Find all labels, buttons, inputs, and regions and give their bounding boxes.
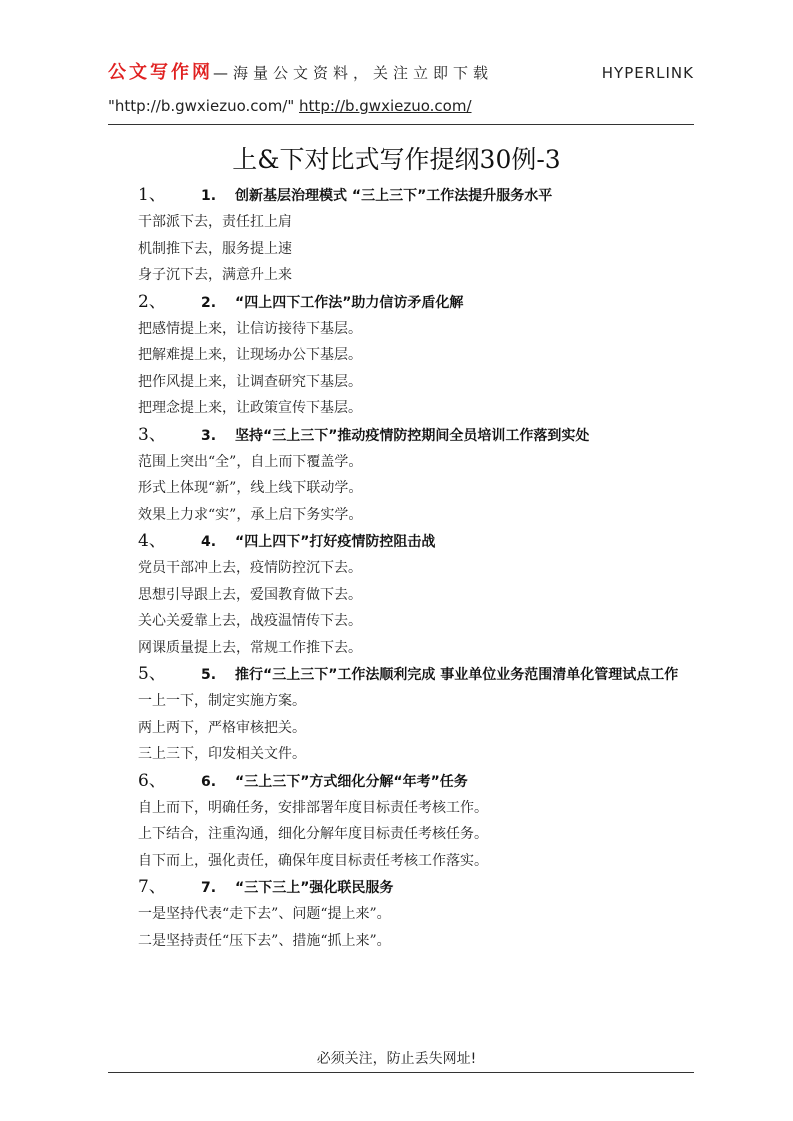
section-heading-text: “三上三下”方式细化分解“年考”任务 xyxy=(235,773,468,790)
section-line: 二是坚持责任“压下去”、措施“抓上来”。 xyxy=(138,932,391,949)
website-link[interactable]: http://b.gwxiezuo.com/ xyxy=(299,97,472,115)
section-number: 1. xyxy=(201,188,217,204)
section-marker: 4、 xyxy=(138,531,166,551)
section-heading-text: “四上四下”打好疫情防控阻击战 xyxy=(235,534,436,550)
section-heading-text: “三下三上”强化联民服务 xyxy=(235,880,394,896)
section-line: 身子沉下去，满意升上来 xyxy=(138,267,292,283)
header-line-2 xyxy=(108,97,694,115)
hyperlink-label: HYPERLINK xyxy=(601,64,694,82)
section-line: 三上三下，印发相关文件。 xyxy=(138,746,306,762)
section-marker: 2、 xyxy=(138,291,166,312)
section-line: 党员干部冲上去，疫情防控沉下去。 xyxy=(138,560,362,576)
section-marker: 7、 xyxy=(138,877,166,897)
section-number: 6. xyxy=(201,773,217,790)
section-number: 7. xyxy=(201,880,217,896)
section-heading xyxy=(108,182,698,209)
section-heading-text: 创新基层治理模式 “三上三下”工作法提升服务水平 xyxy=(235,188,553,204)
section-number: 5. xyxy=(201,667,217,683)
section-line: 关心关爱靠上去，战疫温情传下去。 xyxy=(138,613,362,629)
section-line: 思想引导跟上去，爱国教育做下去。 xyxy=(138,586,362,603)
section-line: 形式上体现“新”，线上线下联动学。 xyxy=(138,480,363,496)
header-line-1 xyxy=(108,58,694,84)
section-heading xyxy=(108,528,698,555)
section-number: 2. xyxy=(201,294,217,311)
section-line: 效果上力求“实”，承上启下务实学。 xyxy=(138,506,363,523)
section-heading xyxy=(108,661,698,688)
section-heading-text: 坚持“三上三下”推动疫情防控期间全员培训工作落到实处 xyxy=(235,427,590,444)
header-divider xyxy=(108,124,694,125)
page-header xyxy=(108,58,694,115)
section-line: 网课质量提上去，常规工作推下去。 xyxy=(138,639,362,656)
link-field-code: "http://b.gwxiezuo.com/" xyxy=(108,97,295,115)
section-line: 上下结合，注重沟通，细化分解年度目标责任考核任务。 xyxy=(138,826,488,842)
section-heading xyxy=(108,768,698,795)
footer-notice: 必须关注，防止丢失网址! xyxy=(316,1051,477,1067)
document-title: 上&下对比式写作提纲30例-3 xyxy=(232,145,561,174)
section-number: 3. xyxy=(201,427,217,444)
section-line: 把感情提上来，让信访接待下基层。 xyxy=(138,320,362,337)
section-line: 机制推下去，服务提上速 xyxy=(138,240,292,257)
section-marker: 3、 xyxy=(138,424,166,445)
section-number: 4. xyxy=(201,534,217,550)
section-line: 自上而下，明确任务，安排部署年度目标责任考核工作。 xyxy=(138,799,488,816)
section-heading-text: “四上四下工作法”助力信访矛盾化解 xyxy=(235,294,464,311)
document-body xyxy=(108,182,698,954)
section-line: 两上两下，严格审核把关。 xyxy=(138,719,306,736)
section-heading xyxy=(108,422,698,449)
section-line: 自下而上，强化责任，确保年度目标责任考核工作落实。 xyxy=(138,852,488,869)
footer-divider xyxy=(108,1072,694,1073)
section-line: 范围上突出“全”，自上而下覆盖学。 xyxy=(138,453,363,470)
section-line: 一上一下，制定实施方案。 xyxy=(138,693,306,709)
header-tagline: —海量公文资料，关注立即下载 xyxy=(213,64,494,82)
brand-name[interactable]: 公文写作网 xyxy=(108,62,213,83)
section-line: 一是坚持代表“走下去”、问题“提上来”。 xyxy=(138,906,391,922)
section-marker: 6、 xyxy=(138,770,166,791)
section-line: 把解难提上来，让现场办公下基层。 xyxy=(138,347,362,363)
section-heading-text: 推行“三上三下”工作法顺利完成 事业单位业务范围清单化管理试点工作 xyxy=(235,667,679,683)
section-line: 干部派下去，责任扛上肩 xyxy=(138,214,292,230)
section-heading xyxy=(108,289,698,316)
section-line: 把作风提上来，让调查研究下基层。 xyxy=(138,373,362,390)
section-marker: 1、 xyxy=(138,185,166,205)
section-line: 把理念提上来，让政策宣传下基层。 xyxy=(138,400,362,416)
section-marker: 5、 xyxy=(138,664,166,684)
section-heading xyxy=(108,874,698,901)
